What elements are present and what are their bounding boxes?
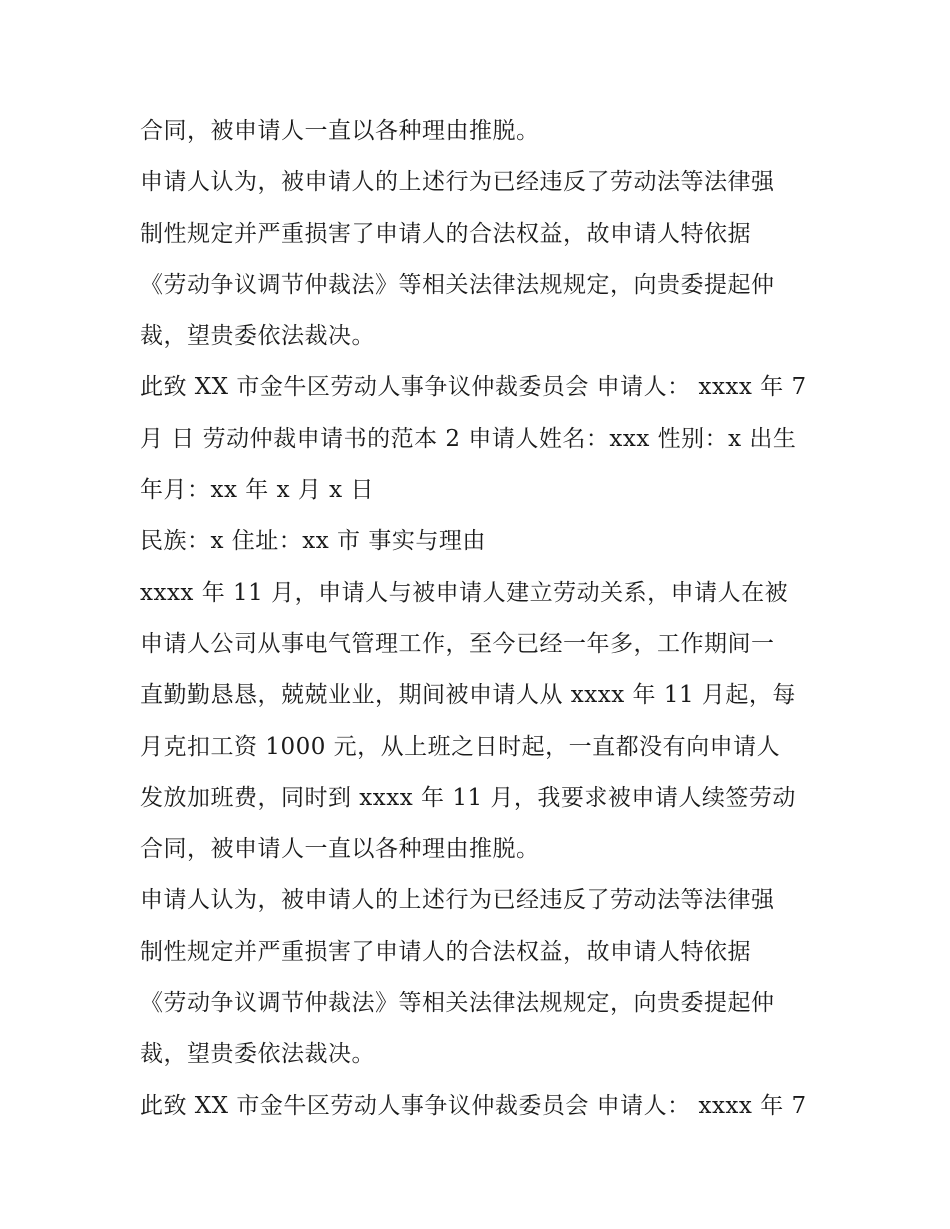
text-line: 裁，望贵委依法裁决。 <box>140 1041 375 1068</box>
document-body <box>140 106 820 1132</box>
text-line: 直勤勤恳恳，兢兢业业，期间被申请人从 xxxx 年 11 月起，每 <box>140 682 796 709</box>
text-line: 申请人公司从事电气管理工作，至今已经一年多，工作期间一 <box>140 630 775 657</box>
text-line: 月 日 劳动仲裁申请书的范本 2 申请人姓名：xxx 性别：x 出生 <box>140 425 797 452</box>
text-line: 发放加班费，同时到 xxxx 年 11 月，我要求被申请人续签劳动 <box>140 784 796 811</box>
text-line: 裁，望贵委依法裁决。 <box>140 323 375 350</box>
text-line: 民族：x 住址：xx 市 事实与理由 <box>140 528 486 555</box>
text-line: 月克扣工资 1000 元，从上班之日时起，一直都没有向申请人 <box>140 733 781 760</box>
text-line: 制性规定并严重损害了申请人的合法权益，故申请人特依据 <box>140 938 751 965</box>
text-line: 合同，被申请人一直以各种理由推脱。 <box>140 118 540 144</box>
text-line: 年月：xx 年 x 月 x 日 <box>140 477 374 504</box>
text-line: 此致 XX 市金牛区劳动人事争议仲裁委员会 申请人： xxxx 年 7 <box>140 1092 807 1119</box>
text-line: 申请人认为，被申请人的上述行为已经违反了劳动法等法律强 <box>140 887 775 914</box>
text-line: 制性规定并严重损害了申请人的合法权益，故申请人特依据 <box>140 220 751 247</box>
text-line: xxxx 年 11 月，申请人与被申请人建立劳动关系，申请人在被 <box>140 579 789 606</box>
text-line: 申请人认为，被申请人的上述行为已经违反了劳动法等法律强 <box>140 169 775 196</box>
text-line: 《劳动争议调节仲裁法》等相关法律法规规定，向贵委提起仲 <box>140 271 775 298</box>
text-line: 《劳动争议调节仲裁法》等相关法律法规规定，向贵委提起仲 <box>140 990 775 1017</box>
text-line: 此致 XX 市金牛区劳动人事争议仲裁委员会 申请人： xxxx 年 7 <box>140 374 807 401</box>
text-line: 合同，被申请人一直以各种理由推脱。 <box>140 836 540 863</box>
